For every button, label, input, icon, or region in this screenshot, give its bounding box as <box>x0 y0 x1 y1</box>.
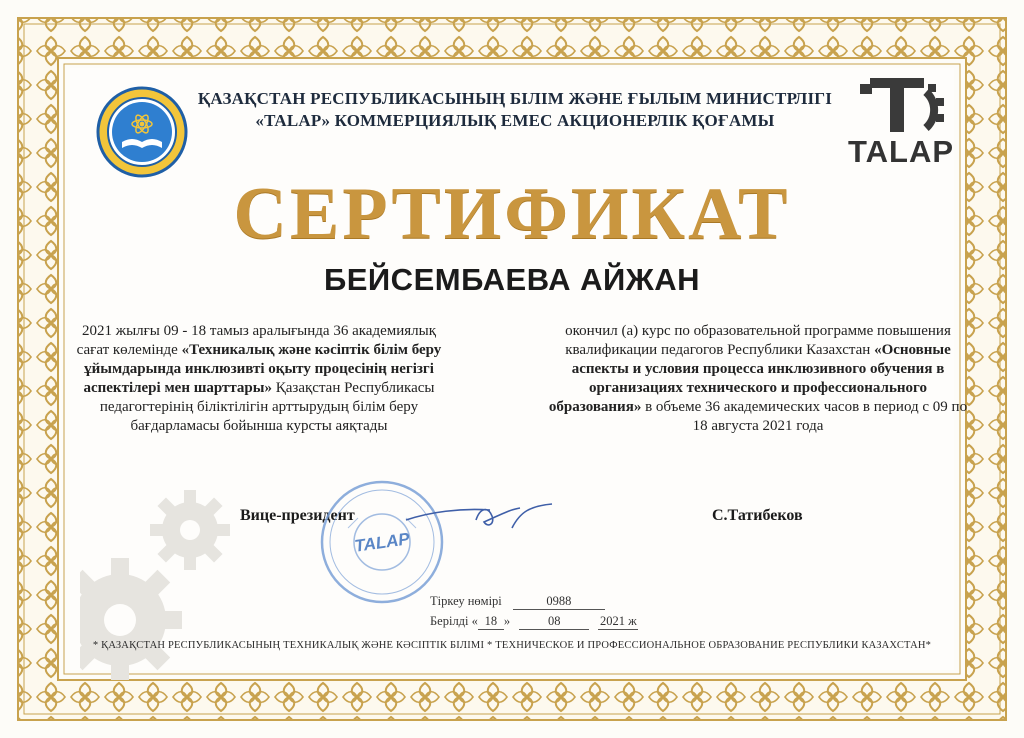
ministry-seal-icon <box>96 86 188 178</box>
kazakh-text-intro: 2021 жылғы 09 - 18 тамыз аралығында 36 академиялық сағат көлемінде <box>76 323 437 358</box>
russian-course-title: «Основные аспекты и условия процесса инклюзивного обучения в организациях технического и профессионального образования» <box>548 342 951 415</box>
talap-emblem-icon <box>832 72 962 142</box>
kazakh-course-title: «Техникалық және кәсіптік білім беру ұйымдарында инклюзивті оқыту процесінің негізгі аспектілері мен шарттары» <box>83 342 442 396</box>
ministry-line-1: ҚАЗАҚСТАН РЕСПУБЛИКАСЫНЫҢ БІЛІМ ЖӘНЕ ҒЫЛЫМ МИНИСТРЛІГІ <box>197 89 833 108</box>
issue-date-row <box>430 614 638 632</box>
kazakh-text-end: Қазақстан Республикасы педагогтерінің біліктілігін арттырудың білім беру бағдарламасы бойынша курсты аяқтады <box>99 380 435 434</box>
issue-date-separator: » <box>503 614 511 628</box>
signatory-name: С.Татибеков <box>712 507 803 524</box>
russian-text-block <box>548 322 968 436</box>
russian-text-intro: окончил (а) курс по образовательной программе повышения квалификации педагогов Республики Казахстан <box>565 323 951 358</box>
registration-number: 0988 <box>513 594 605 610</box>
signatory-position: Вице-президент <box>240 507 355 524</box>
talap-logo-text: TALAP <box>847 134 955 169</box>
ministry-line-2: «TALAP» КОММЕРЦИЯЛЫҚ ЕМЕС АКЦИОНЕРЛІК ҚОҒАМЫ <box>255 111 775 130</box>
stamp-text: TALAP <box>353 529 411 556</box>
issue-year: 2021 ж <box>600 614 637 628</box>
issue-month: 08 <box>519 614 589 630</box>
issued-label: Берілді « <box>430 614 478 628</box>
registration-number-row <box>430 594 638 612</box>
registration-label: Тіркеу нөмірі <box>430 594 502 608</box>
ministry-header <box>190 88 840 132</box>
registration-block <box>430 594 638 632</box>
kazakh-text-block <box>64 322 454 436</box>
recipient-name: БЕЙСЕМБАЕВА АЙЖАН <box>323 262 701 297</box>
signature-icon <box>400 498 560 538</box>
russian-text-end: в объеме 36 академических часов в период с 09 по 18 августа 2021 года <box>645 399 968 434</box>
issue-day: 18 <box>478 614 504 630</box>
footer-slogan: * ҚАЗАҚСТАН РЕСПУБЛИКАСЫНЫҢ ТЕХНИКАЛЫҚ ЖӘНЕ КӘСІПТІК БІЛІМІ * ТЕХНИЧЕСКОЕ И ПРОФЕССИОНАЛЬНОЕ ОБРАЗОВАНИЕ РЕСПУБЛИКИ КАЗАХСТАН* <box>92 640 932 651</box>
certificate-title: СЕРТИФИКАТ <box>233 173 791 255</box>
talap-logo <box>832 72 962 172</box>
